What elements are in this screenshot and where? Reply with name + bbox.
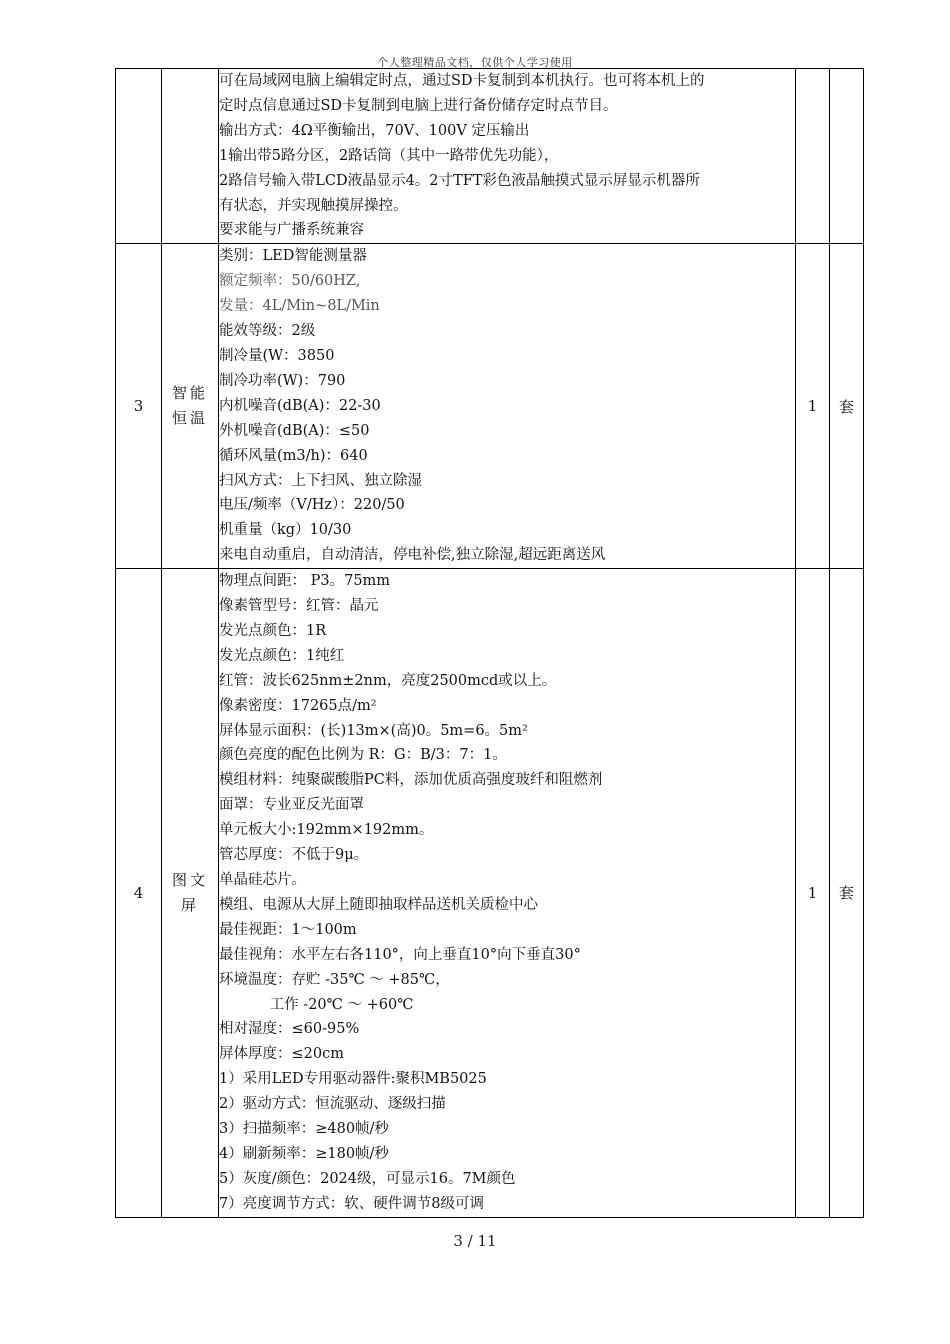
spec-line: 最佳视距：1～100m [219, 921, 357, 938]
item-number [116, 69, 162, 244]
item-name-line: 恒温 [171, 409, 208, 428]
spec-line: 可在局域网电脑上编辑定时点，通过SD卡复制到本机执行。也可将本机上的 [219, 73, 705, 89]
spec-line: 要求能与广播系统兼容 [219, 222, 364, 239]
spec-line: 2路信号输入带LCD液晶显示4。2寸TFT彩色液晶触摸式显示屏显示机器所 [219, 172, 700, 189]
spec-line: 额定频率：50/60HZ, [219, 273, 361, 290]
item-name-line: 智能 [171, 384, 208, 403]
item-quantity: 1 [796, 244, 830, 569]
spec-line: 工作 -20℃ ～ +60℃ [219, 996, 414, 1013]
item-name [162, 69, 219, 244]
spec-line: 输出方式：4Ω平衡输出，70V、100V 定压输出 [219, 122, 530, 139]
item-spec [219, 569, 796, 1218]
spec-line: 像素管型号：红管：晶元 [219, 598, 379, 615]
spec-line: 颜色亮度的配色比例为 R：G：B/3：7：1。 [219, 747, 507, 764]
spec-line: 制冷功率(W)：790 [219, 372, 346, 389]
spec-line: 单元板大小:192mm×192mm。 [219, 822, 434, 839]
spec-line: 扫风方式：上下扫风、独立除湿 [219, 472, 422, 489]
page-number: 3 / 11 [453, 1232, 497, 1250]
spec-line: 管芯厚度：不低于9μ。 [219, 847, 369, 864]
spec-line: 红管：波长625nm±2nm，亮度2500mcd或以上。 [219, 672, 557, 689]
spec-line: 机重量（kg）10/30 [219, 522, 352, 539]
spec-line: 4）刷新频率：≥180帧/秒 [219, 1145, 389, 1162]
spec-line: 发光点颜色：1纯红 [219, 647, 345, 664]
spec-table [115, 68, 864, 1218]
spec-line: 电压/频率（V/Hz）：220/50 [219, 497, 405, 514]
spec-line: 定时点信息通过SD卡复制到电脑上进行备份储存定时点节目。 [219, 97, 618, 114]
spec-line: 7）亮度调节方式：软、硬件调节8级可调 [219, 1195, 484, 1212]
item-spec [219, 244, 796, 569]
spec-line: 屏体显示面积：(长)13m×(高)0。5m=6。5m² [219, 722, 528, 739]
spec-line: 1）采用LED专用驱动器件:聚积MB5025 [219, 1071, 487, 1088]
spec-line: 2）驱动方式：恒流驱动、逐级扫描 [219, 1096, 446, 1113]
item-unit [830, 69, 864, 244]
spec-line: 模组材料：纯聚碳酸脂PC料，添加优质高强度玻纤和阻燃剂 [219, 772, 603, 789]
spec-line: 环境温度：存贮 -35℃ ～ +85℃， [219, 971, 450, 988]
table-row [116, 244, 864, 569]
item-number: 3 [116, 244, 162, 569]
item-name-line: 图文 [171, 870, 208, 889]
spec-line: 制冷量(W：3850 [219, 347, 335, 364]
spec-line: 内机噪音(dB(A)：22-30 [219, 397, 381, 414]
spec-line: 面罩：专业亚反光面罩 [219, 797, 364, 814]
spec-line: 像素密度：17265点/m² [219, 697, 377, 714]
spec-line: 单晶硅芯片。 [219, 872, 306, 888]
spec-line: 外机噪音(dB(A)：≤50 [219, 422, 370, 439]
spec-line: 最佳视角：水平左右各110°，向上垂直10°向下垂直30° [219, 946, 581, 963]
spec-line: 类别：LED智能测量器 [219, 248, 367, 265]
spec-line: 循环风量(m3/h)：640 [219, 447, 368, 464]
item-name-line: 屏 [180, 895, 199, 914]
table-row [116, 569, 864, 1218]
item-quantity [796, 69, 830, 244]
spec-line: 5）灰度/颜色：2024级，可显示16。7M颜色 [219, 1170, 516, 1187]
spec-line: 来电自动重启，自动清洁，停电补偿,独立除湿,超远距离送风 [219, 547, 606, 564]
spec-line: 发光点颜色：1R [219, 622, 327, 639]
spec-line: 物理点间距： P3。75mm [219, 573, 391, 590]
spec-line: 模组、电源从大屏上随即抽取样品送机关质检中心 [219, 896, 538, 913]
item-name [162, 569, 219, 1218]
item-unit: 套 [830, 244, 864, 569]
item-quantity: 1 [796, 569, 830, 1218]
spec-line: 1输出带5路分区，2路话筒（其中一路带优先功能）， [219, 147, 559, 164]
spec-line: 有状态，并实现触摸屏操控。 [219, 197, 408, 214]
spec-line: 屏体厚度：≤20cm [219, 1046, 344, 1063]
item-unit: 套 [830, 569, 864, 1218]
spec-line: 发量：4L/Min~8L/Min [219, 298, 380, 315]
item-number: 4 [116, 569, 162, 1218]
spec-table-body [116, 69, 864, 1218]
spec-line: 能效等级：2级 [219, 323, 316, 340]
item-name [162, 244, 219, 569]
item-spec [219, 69, 796, 244]
header-note: 个人整理精品文档，仅供个人学习使用 [377, 56, 573, 69]
spec-line: 相对湿度：≤60-95% [219, 1021, 360, 1038]
spec-line: 3）扫描频率：≥480帧/秒 [219, 1121, 389, 1138]
table-row [116, 69, 864, 244]
